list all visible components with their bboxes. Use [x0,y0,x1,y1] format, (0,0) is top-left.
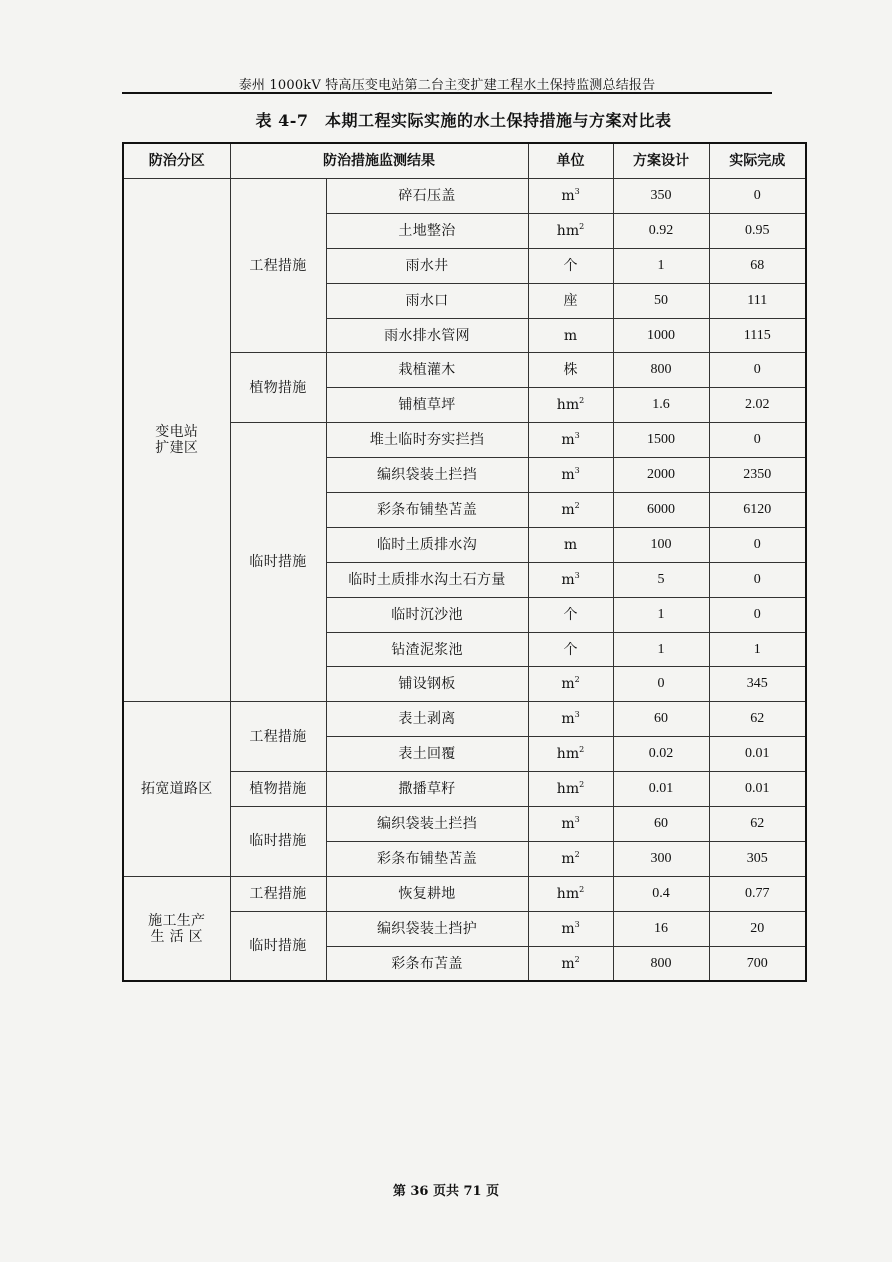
unit-cell [528,353,613,388]
design-value-cell: 0.02 [613,737,709,772]
unit-cell [528,423,613,458]
actual-value-cell: 2350 [709,458,806,493]
measure-type-cell: 工程措施 [230,876,326,911]
actual-value-cell: 0 [709,527,806,562]
zone-cell: 变电站 扩建区 [123,179,230,702]
unit-base: m [561,711,575,728]
unit-base: hm [556,781,580,798]
actual-value-cell: 0.01 [709,737,806,772]
actual-value-cell: 111 [709,283,806,318]
unit-base: m [561,432,575,449]
header-design: 方案设计 [613,143,709,179]
unit-base: 个 [563,257,578,274]
measure-name-cell: 彩条布苫盖 [326,946,528,981]
unit-base: m [561,187,575,204]
table-body [123,179,806,982]
actual-value-cell: 1115 [709,318,806,353]
unit-cell [528,772,613,807]
unit-base: m [561,815,575,832]
unit-exponent: 2 [579,884,585,894]
unit-base: m [563,536,578,553]
unit-cell [528,283,613,318]
measure-name-cell: 钻渣泥浆池 [326,632,528,667]
measure-name-cell: 铺植草坪 [326,388,528,423]
actual-value-cell: 6120 [709,493,806,528]
zone-cell: 拓宽道路区 [123,702,230,876]
measures-comparison-table [122,142,807,982]
measure-type-cell: 临时措施 [230,807,326,877]
unit-base: m [561,676,575,693]
measure-name-cell: 碎石压盖 [326,179,528,214]
unit-exponent: 2 [579,745,585,755]
actual-value-cell: 0 [709,562,806,597]
design-value-cell: 60 [613,807,709,842]
unit-cell [528,667,613,702]
zone-cell: 施工生产 生 活 区 [123,876,230,981]
header-rule [122,92,772,94]
measure-type-cell: 工程措施 [230,179,326,353]
design-value-cell: 300 [613,841,709,876]
unit-cell [528,213,613,248]
design-value-cell: 0.01 [613,772,709,807]
unit-exponent: 2 [574,849,580,859]
unit-exponent: 2 [579,221,585,231]
measure-type-cell: 临时措施 [230,423,326,702]
actual-value-cell: 20 [709,911,806,946]
unit-cell [528,632,613,667]
unit-cell [528,179,613,214]
actual-value-cell: 1 [709,632,806,667]
unit-base: hm [556,885,580,902]
measure-name-cell: 编织袋装土拦挡 [326,807,528,842]
actual-value-cell: 68 [709,248,806,283]
unit-base: m [561,467,575,484]
unit-base: 株 [563,362,578,379]
actual-value-cell: 62 [709,807,806,842]
design-value-cell: 0 [613,667,709,702]
measure-name-cell: 编织袋装土挡护 [326,911,528,946]
measure-name-cell: 铺设钢板 [326,667,528,702]
running-header: 泰州 1000kV 特高压变电站第二台主变扩建工程水土保持监测总结报告 [238,78,656,93]
unit-base: 座 [563,292,578,309]
actual-value-cell: 2.02 [709,388,806,423]
unit-base: m [561,920,575,937]
design-value-cell: 60 [613,702,709,737]
measure-name-cell: 表土剥离 [326,702,528,737]
unit-cell [528,597,613,632]
header-measure-result: 防治措施监测结果 [230,143,528,179]
design-value-cell: 800 [613,353,709,388]
unit-cell [528,876,613,911]
header-unit: 单位 [528,143,613,179]
unit-exponent: 2 [574,675,580,685]
design-value-cell: 100 [613,527,709,562]
design-value-cell: 5 [613,562,709,597]
unit-cell [528,248,613,283]
table-row [123,876,806,911]
unit-base: m [561,850,575,867]
design-value-cell: 0.92 [613,213,709,248]
unit-exponent: 3 [574,466,580,476]
unit-base: m [563,327,578,344]
actual-value-cell: 305 [709,841,806,876]
unit-exponent: 2 [579,780,585,790]
actual-value-cell: 700 [709,946,806,981]
unit-cell [528,911,613,946]
unit-cell [528,946,613,981]
actual-value-cell: 0 [709,179,806,214]
measure-name-cell: 临时沉沙池 [326,597,528,632]
unit-base: m [561,501,575,518]
unit-base: hm [556,222,580,239]
measure-name-cell: 恢复耕地 [326,876,528,911]
actual-value-cell: 0.95 [709,213,806,248]
unit-base: hm [556,397,580,414]
actual-value-cell: 0 [709,423,806,458]
measure-name-cell: 栽植灌木 [326,353,528,388]
design-value-cell: 800 [613,946,709,981]
measure-name-cell: 编织袋装土拦挡 [326,458,528,493]
header-zone: 防治分区 [123,143,230,179]
unit-cell [528,807,613,842]
actual-value-cell: 0 [709,353,806,388]
table-caption: 表 4-7 本期工程实际实施的水土保持措施与方案对比表 [255,111,672,130]
unit-exponent: 3 [574,814,580,824]
unit-cell [528,737,613,772]
design-value-cell: 1 [613,597,709,632]
unit-base: m [561,955,575,972]
design-value-cell: 1 [613,248,709,283]
measure-type-cell: 工程措施 [230,702,326,772]
design-value-cell: 1 [613,632,709,667]
design-value-cell: 1.6 [613,388,709,423]
measure-name-cell: 雨水排水管网 [326,318,528,353]
unit-base: m [561,571,575,588]
design-value-cell: 16 [613,911,709,946]
unit-exponent: 3 [574,186,580,196]
measure-type-cell: 植物措施 [230,353,326,423]
unit-cell [528,388,613,423]
unit-cell [528,562,613,597]
unit-exponent: 3 [574,431,580,441]
unit-exponent: 3 [574,570,580,580]
actual-value-cell: 62 [709,702,806,737]
unit-base: 个 [563,606,578,623]
actual-value-cell: 0.77 [709,876,806,911]
design-value-cell: 1500 [613,423,709,458]
unit-cell [528,458,613,493]
unit-exponent: 3 [574,710,580,720]
table-header-row [123,143,806,179]
unit-cell [528,527,613,562]
unit-cell [528,702,613,737]
measure-name-cell: 临时土质排水沟 [326,527,528,562]
design-value-cell: 350 [613,179,709,214]
unit-exponent: 2 [574,500,580,510]
design-value-cell: 2000 [613,458,709,493]
unit-cell [528,493,613,528]
actual-value-cell: 0 [709,597,806,632]
unit-cell [528,841,613,876]
measure-name-cell: 彩条布铺垫苫盖 [326,841,528,876]
unit-cell [528,318,613,353]
measure-name-cell: 临时土质排水沟土石方量 [326,562,528,597]
unit-base: 个 [563,641,578,658]
design-value-cell: 1000 [613,318,709,353]
header-actual: 实际完成 [709,143,806,179]
page-number: 第 36 页共 71 页 [392,1184,500,1199]
measure-name-cell: 土地整治 [326,213,528,248]
unit-exponent: 3 [574,919,580,929]
measure-name-cell: 堆土临时夯实拦挡 [326,423,528,458]
design-value-cell: 6000 [613,493,709,528]
actual-value-cell: 345 [709,667,806,702]
measure-name-cell: 表土回覆 [326,737,528,772]
unit-exponent: 2 [579,396,585,406]
measure-name-cell: 雨水井 [326,248,528,283]
unit-base: hm [556,746,580,763]
measure-type-cell: 临时措施 [230,911,326,981]
measure-type-cell: 植物措施 [230,772,326,807]
measure-name-cell: 彩条布铺垫苫盖 [326,493,528,528]
design-value-cell: 50 [613,283,709,318]
design-value-cell: 0.4 [613,876,709,911]
unit-exponent: 2 [574,954,580,964]
measure-name-cell: 撒播草籽 [326,772,528,807]
table-row [123,702,806,737]
table-row [123,179,806,214]
actual-value-cell: 0.01 [709,772,806,807]
measure-name-cell: 雨水口 [326,283,528,318]
